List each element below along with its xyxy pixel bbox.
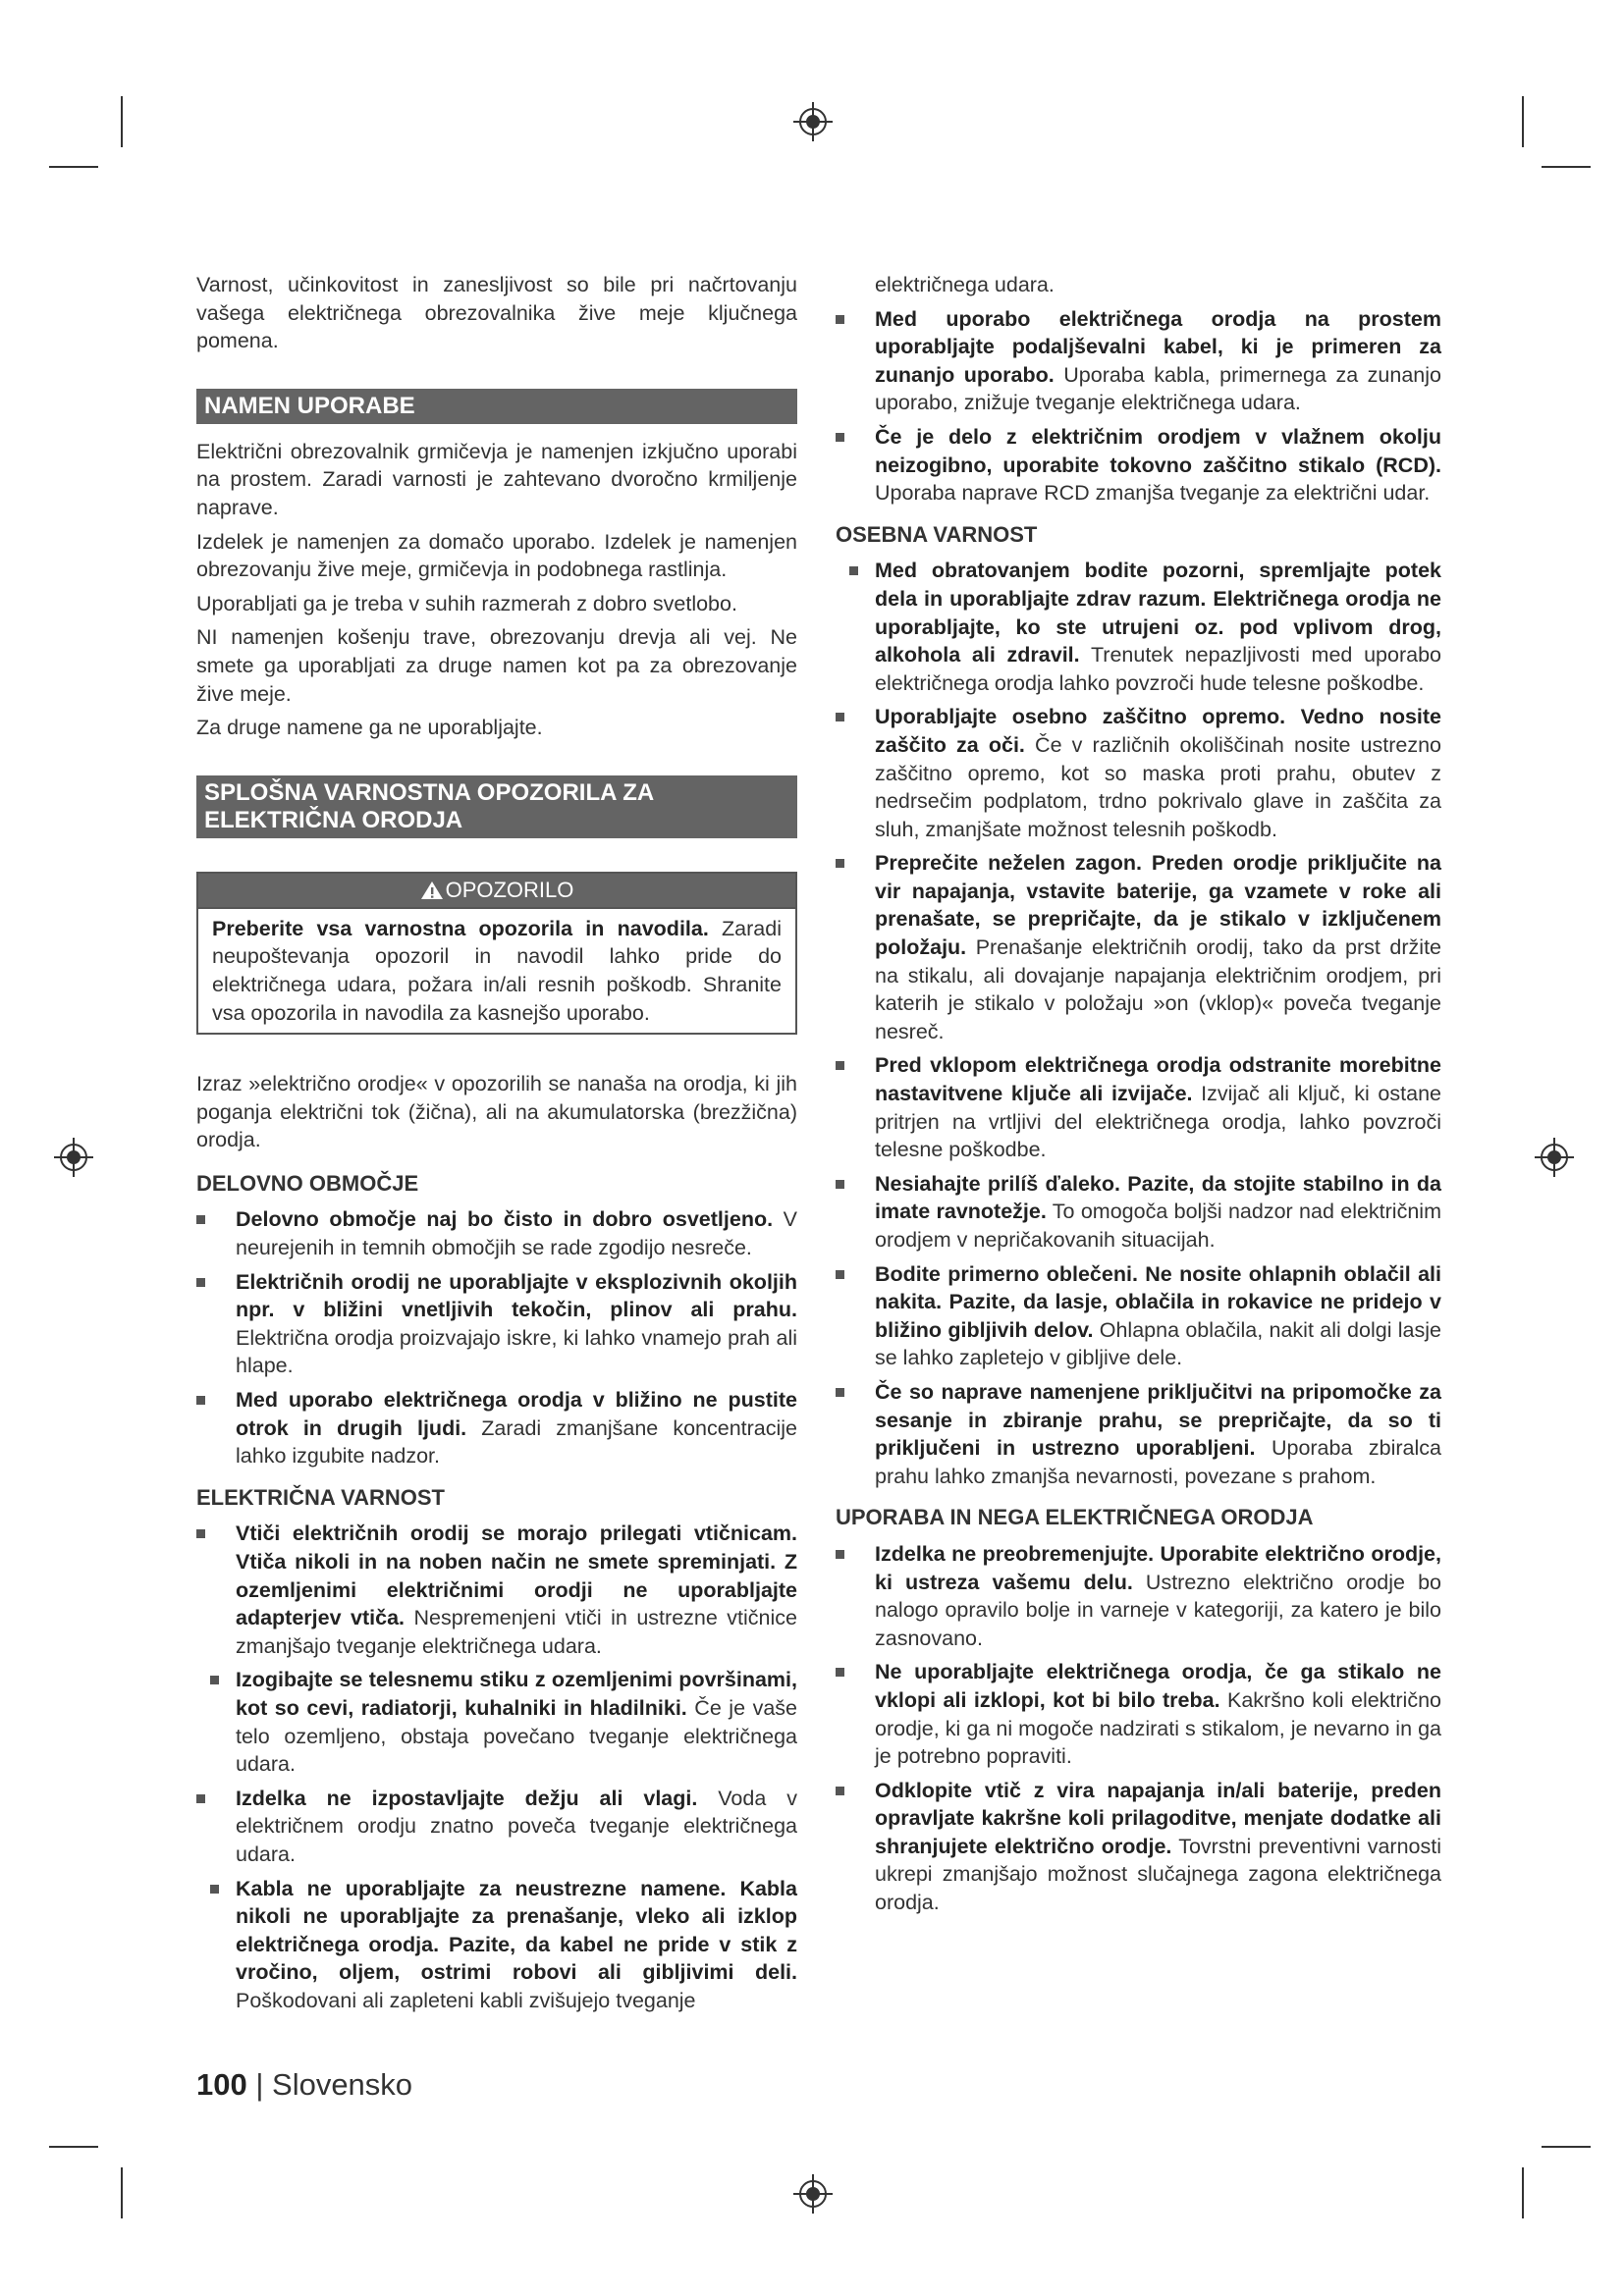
bullet-icon [210,1676,219,1684]
left-column [196,271,797,2025]
bullet-icon [836,315,844,324]
registration-mark-icon [793,2174,833,2214]
crop-mark [49,166,98,168]
intro-paragraph: Varnost, učinkovitost in zanesljivost so bile pri načrtovanju vašega električnega obrezovalnika žive meje ključnega pomena. [196,273,797,353]
registration-mark-icon [793,102,833,141]
crop-mark [1542,2146,1591,2148]
bullet-icon [196,1794,205,1803]
list-item: Odklopite vtič z vira napajanja in/ali baterije, preden opravljate kakršne koli prilagoditve, menjate dodatke ali shranjujete električno orodje. Tovrstni preventivni varnosti ukrepi zmanjšajo možnost slučajnega zagona električnega orodja. [836,1777,1441,1917]
section-heading-elektricna: ELEKTRIČNA VARNOST [196,1484,445,1510]
crop-mark [121,96,123,147]
paragraph: Izdelek je namenjen za domačo uporabo. Izdelek je namenjen obrezovanju žive meje, grmičevja in podobnega rastlinja. [196,529,797,582]
list-item: Bodite primerno oblečeni. Ne nosite ohlapnih oblačil ali nakita. Pazite, da lasje, oblačila in rokavice ne pridejo v bližino gibljivih delov. Ohlapna oblačila, nakit ali dolgi lasje se lahko zapletejo v gibljive dele. [836,1260,1441,1372]
section-heading-namen: NAMEN UPORABE [196,389,797,424]
list-item: Med uporabo električnega orodja na prostem uporabljajte podaljševalni kabel, ki je primeren za zunanjo uporabo. Uporaba kabla, primernega za zunanjo uporabo, znižuje tveganje električnega udara. [836,305,1441,417]
list-item: Med obratovanjem bodite pozorni, spremljajte potek dela in uporabljajte zdrav razum. Električnega orodja ne uporabljajte, ko ste utrujeni oz. pod vplivom drog, alkohola ali zdravil. Trenutek nepazljivosti med uporabo električnega orodja lahko povzroči hude telesne poškodbe. [836,557,1441,697]
section-heading-osebna: OSEBNA VARNOST [836,521,1038,547]
list-item: Izdelka ne preobremenjujte. Uporabite električno orodje, ki ustreza vašemu delu. Ustrezno električno orodje bo nalogo opravilo bolje in varneje v kategoriji, za katero je bilo zasnovano. [836,1540,1441,1652]
izraz-paragraph: Izraz »električno orodje« v opozorilih se nanaša na orodja, ki jih poganja električni tok (žična), ali na akumulatorska (brezžična) orodja. [196,1072,797,1152]
warning-box [196,872,797,1035]
list-item: Izdelka ne izpostavljajte dežju ali vlagi. Voda v električnem orodju znatno poveča tveganje električnega udara. [196,1785,797,1869]
list-item: Če je delo z električnim orodjem v vlažnem okolju neizogibno, uporabite tokovno zaščitno stikalo (RCD). Uporaba naprave RCD zmanjša tveganje za električni udar. [836,423,1441,507]
crop-mark [49,2146,98,2148]
bullet-icon [196,1396,205,1405]
bullet-icon [196,1529,205,1538]
warning-triangle-icon [420,881,444,900]
paragraph: Za druge namene ga ne uporabljajte. [196,716,543,740]
paragraph: Električni obrezovalnik grmičevja je namenjen izkjučno uporabi na prostem. Zaradi varnosti je zahtevano dvoročno krmiljenje naprave. [196,439,797,519]
section-heading-uporaba: UPORABA IN NEGA ELEKTRIČNEGA ORODJA [836,1505,1314,1530]
warning-text: Zaradi neupoštevanja opozoril in navodil lahko pride do električnega udara, požara in/ali resnih poškodb. Shranite vsa opozorila in navodila za kasnejšo uporabo. [212,916,782,1025]
crop-mark [1522,96,1524,147]
bullet-icon [836,1180,844,1189]
bullet-icon [836,859,844,868]
list-item: Izogibajte se telesnemu stiku z ozemljenimi površinami, kot so cevi, radiatorji, kuhalniki in hladilniki. Če je vaše telo ozemljeno, obstaja povečano tveganje električnega udara. [196,1666,797,1778]
bullet-icon [836,1668,844,1677]
bullet-icon [196,1215,205,1224]
list-item: Med uporabo električnega orodja v bližino ne pustite otrok in drugih ljudi. Zaradi zmanjšane koncentracije lahko izgubite nadzor. [196,1386,797,1470]
list-item: Pred vklopom električnega orodja odstranite morebitne nastavitvene ključe ali izvijače. Izvijač ali ključ, ki ostane pritrjen na vrtljivi del električnega orodja, lahko povzroči telesne poškodbe. [836,1051,1441,1163]
bullet-icon [210,1885,219,1894]
bullet-icon [196,1278,205,1287]
bullet-icon [849,566,858,575]
list-elektricna [196,1520,797,2014]
registration-mark-icon [1535,1138,1574,1177]
list-item: Električnih orodij ne uporabljajte v eksplozivnih okoljih npr. v bližini vnetljivih tekočin, plinov ali prahu. Električna orodja proizvajajo iskre, ki lahko vnamejo prah ali hlape. [196,1268,797,1380]
warning-title: OPOZORILO [445,877,574,902]
list-osebna [836,557,1441,1490]
list-item: Če so naprave namenjene priključitvi na pripomočke za sesanje in zbiranje prahu, se prepričajte, da so ti priključeni in ustrezno uporabljeni. Uporaba zbiralca prahu lahko zmanjša nevarnosti, povezane s prahom. [836,1378,1441,1490]
bullet-icon [836,1270,844,1279]
list-item: Preprečite neželen zagon. Preden orodje priključite na vir napajanja, vstavite baterije, ga vzamete v roke ali prenašate, se prepričajte, da je stikalo v izključenem položaju. Prenašanje električnih orodij, tako da prst držite na stikalu, ali dovajanje napajanja električnim orodjem, pri katerih je stikalo v položaju »on (vklop)« poveča tveganje nesreč. [836,849,1441,1045]
section-heading-delovno: DELOVNO OBMOČJE [196,1170,419,1196]
warning-body [198,909,795,1033]
warning-bold: Preberite vsa varnostna opozorila in navodila. [212,916,709,940]
list-item: Kabla ne uporabljajte za neustrezne namene. Kabla nikoli ne uporabljajte za prenašanje, vleko ali izklop električnega orodja. Pazite, da kabel ne pride v stik z vročino, oljem, ostrimi robovi ali gibljivimi deli. Poškodovani ali zapleteni kabli zvišujejo tveganje [196,1875,797,2015]
registration-mark-icon [54,1138,93,1177]
list-item: Uporabljajte osebno zaščitno opremo. Vedno nosite zaščito za oči. Če v različnih okoliščinah nosite ustrezno zaščitno opremo, kot so maska proti prahu, obutev z nedrsečim podplatom, trdno pokrivalo glave in zaščita za sluh, zmanjšate možnost telesnih poškodb. [836,703,1441,843]
bullet-icon [836,1787,844,1795]
bullet-icon [836,1550,844,1559]
list-item: Delovno območje naj bo čisto in dobro osvetljeno. V neurejenih in temnih območjih se rade zgodijo nesreče. [196,1205,797,1261]
footer-separator: | [246,2067,273,2102]
bullet-icon [836,1061,844,1070]
continued-text: električnega udara. [875,273,1055,296]
list-uporaba [836,1540,1441,1917]
warning-header [198,874,795,909]
page-footer [196,2067,412,2103]
list-item: Nesiahajte prilíš ďaleko. Pazite, da stojite stabilno in da imate ravnotežje. To omogoča boljši nadzor nad električnim orodjem v nepričakovanih situacijah. [836,1170,1441,1255]
crop-mark [121,2167,123,2218]
list-item: Vtiči električnih orodij se morajo prilegati vtičnicam. Vtiča nikoli in na noben način ne smete spreminjati. Z ozemljenimi električnimi orodji ne uporabljajte adapterjev vtiča. Nespremenjeni vtiči in ustrezne vtičnice zmanjšajo tveganje električnega udara. [196,1520,797,1660]
section-heading-splosna: SPLOŠNA VARNOSTNA OPOZORILA ZA ELEKTRIČNA ORODJA [196,775,797,838]
page-number: 100 [196,2067,247,2102]
right-column [836,271,1441,1927]
bullet-icon [836,713,844,721]
paragraph: Uporabljati ga je treba v suhih razmerah z dobro svetlobo. [196,591,737,615]
list-delovno [196,1205,797,1469]
list-item: Ne uporabljajte električnega orodja, če ga stikalo ne vklopi ali izklopi, kot bi bilo treba. Kakršno koli električno orodje, ki ga ni mogoče nadzirati s stikalom, je nevarno in ga je potrebno popraviti. [836,1658,1441,1770]
crop-mark [1522,2167,1524,2218]
bullet-icon [836,433,844,442]
paragraph: NI namenjen košenju trave, obrezovanju drevja ali vej. Ne smete ga uporabljati za druge namen kot pa za obrezovanje žive meje. [196,625,797,706]
footer-language: Slovensko [272,2067,413,2102]
crop-mark [1542,166,1591,168]
bullet-icon [836,1388,844,1397]
list-elektricna-cont [836,305,1441,507]
